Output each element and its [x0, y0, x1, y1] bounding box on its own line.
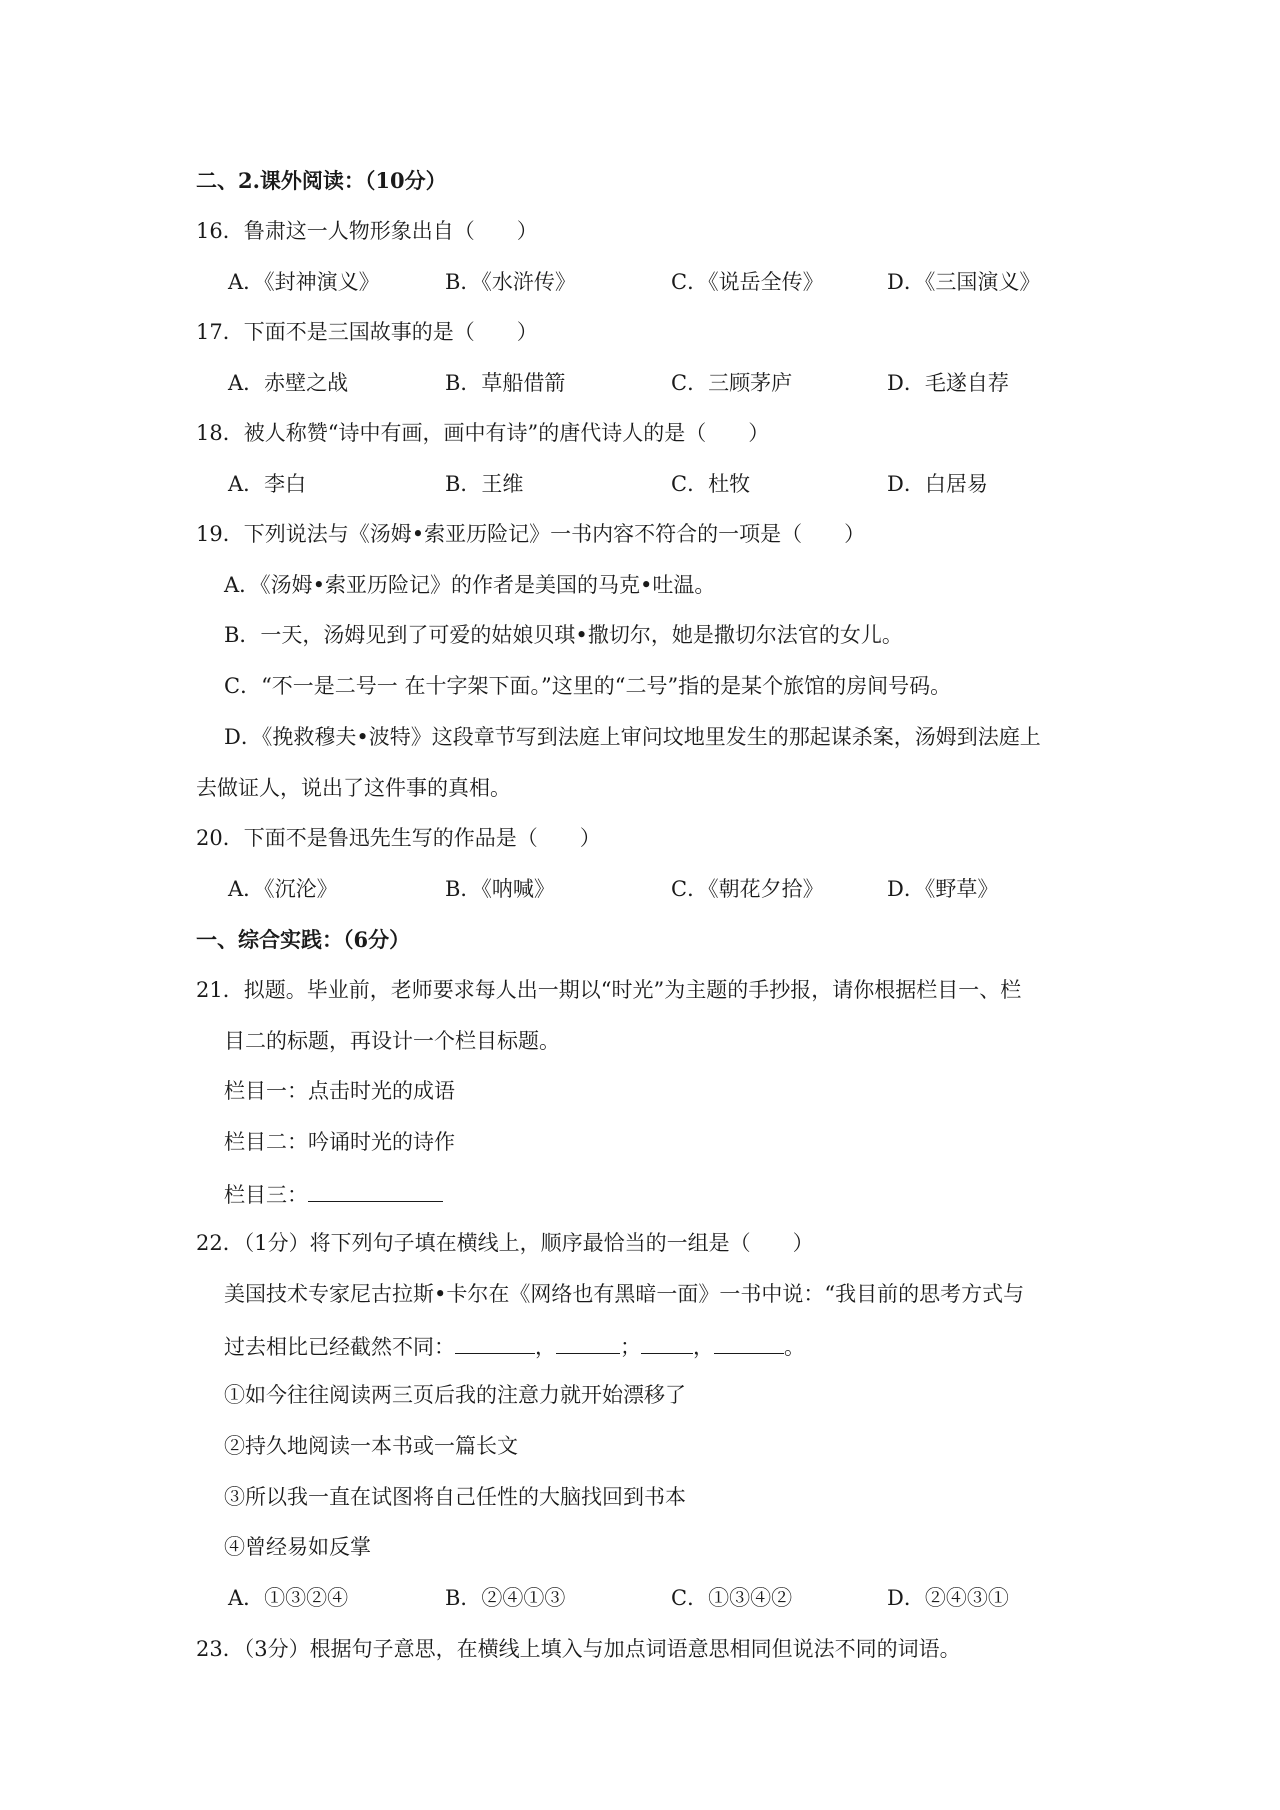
question-18-option-b: B．王维	[445, 472, 524, 496]
question-16-option-c: C．《说岳全传》	[671, 270, 824, 294]
blank-4[interactable]	[714, 1331, 784, 1354]
column-1-title: 栏目一：点击时光的成语	[224, 1079, 455, 1103]
question-22-option-a: A．①③②④	[228, 1586, 349, 1610]
blank-2[interactable]	[556, 1331, 620, 1354]
question-18-option-a: A．李白	[228, 472, 307, 496]
question-19-stem: 19．下列说法与《汤姆•索亚历险记》一书内容不符合的一项是（ ）	[196, 522, 866, 546]
question-22-text-line1: 美国技术专家尼古拉斯•卡尔在《网络也有黑暗一面》一书中说：“我目前的思考方式与	[224, 1282, 1025, 1306]
comma-1: ，	[535, 1335, 556, 1359]
question-22-option-d: D．②④③①	[887, 1586, 1009, 1610]
question-17-option-b: B．草船借箭	[445, 371, 566, 395]
sentence-1: ①如今往往阅读两三页后我的注意力就开始漂移了	[224, 1383, 686, 1407]
question-19-option-a: A．《汤姆•索亚历险记》的作者是美国的马克•吐温。	[224, 573, 716, 597]
question-18-option-d: D．白居易	[887, 472, 988, 496]
period: 。	[784, 1335, 805, 1359]
semicolon: ；	[620, 1335, 641, 1359]
question-16-option-a: A．《封神演义》	[228, 270, 380, 294]
question-19-option-d-line2: 去做证人，说出了这件事的真相。	[196, 776, 511, 800]
sentence-2: ②持久地阅读一本书或一篇长文	[224, 1434, 518, 1458]
blank-1[interactable]	[455, 1331, 535, 1354]
question-20-option-a: A．《沉沦》	[228, 877, 338, 901]
section-heading-comprehensive-practice: 一、综合实践：（6分）	[196, 927, 411, 952]
question-22-stem: 22．（1分）将下列句子填在横线上，顺序最恰当的一组是（ ）	[196, 1231, 814, 1255]
column-2-title: 栏目二：吟诵时光的诗作	[224, 1130, 455, 1154]
question-20-stem: 20．下面不是鲁迅先生写的作品是（ ）	[196, 826, 601, 850]
question-18-option-c: C．杜牧	[671, 472, 751, 496]
question-22-option-c: C．①③④②	[671, 1586, 793, 1610]
blank-3[interactable]	[641, 1331, 693, 1354]
question-17-option-d: D．毛遂自荐	[887, 371, 1009, 395]
question-22-text-line2	[224, 1331, 805, 1361]
question-22-option-b: B．②④①③	[445, 1586, 566, 1610]
sentence-4: ④曾经易如反掌	[224, 1535, 371, 1559]
column-3-row	[224, 1179, 443, 1209]
column-3-answer-blank[interactable]	[308, 1179, 443, 1202]
question-16-option-b: B．《水浒传》	[445, 270, 576, 294]
question-17-option-c: C．三顾茅庐	[671, 371, 793, 395]
question-19-option-d-line1: D．《挽救穆夫•波特》这段章节写到法庭上审问坟地里发生的那起谋杀案，汤姆到法庭上	[224, 725, 1041, 749]
question-20-option-d: D．《野草》	[887, 877, 999, 901]
comma-2: ，	[693, 1335, 714, 1359]
question-16-stem: 16．鲁肃这一人物形象出自（ ）	[196, 219, 538, 243]
question-22-text-lead: 过去相比已经截然不同：	[224, 1335, 455, 1359]
question-19-option-c: C．“不一是二号一 在十字架下面。”这里的“二号”指的是某个旅馆的房间号码。	[224, 674, 952, 698]
question-16-option-d: D．《三国演义》	[887, 270, 1041, 294]
question-19-option-b: B．一天，汤姆见到了可爱的姑娘贝琪•撒切尔，她是撒切尔法官的女儿。	[224, 623, 903, 647]
question-20-option-c: C．《朝花夕拾》	[671, 877, 824, 901]
question-21-line1: 21．拟题。毕业前，老师要求每人出一期以“时光”为主题的手抄报，请你根据栏目一、栏	[196, 978, 1022, 1002]
question-23-stem: 23．（3分）根据句子意思，在横线上填入与加点词语意思相同但说法不同的词语。	[196, 1637, 961, 1661]
column-3-label: 栏目三：	[224, 1183, 308, 1207]
question-17-stem: 17．下面不是三国故事的是（ ）	[196, 320, 538, 344]
section-heading-extracurricular-reading: 二、2.课外阅读：（10分）	[196, 168, 447, 193]
question-20-option-b: B．《呐喊》	[445, 877, 555, 901]
question-17-option-a: A．赤壁之战	[228, 371, 349, 395]
question-18-stem: 18．被人称赞“诗中有画，画中有诗”的唐代诗人的是（ ）	[196, 421, 770, 445]
question-21-line2: 目二的标题，再设计一个栏目标题。	[224, 1029, 560, 1053]
sentence-3: ③所以我一直在试图将自己任性的大脑找回到书本	[224, 1485, 686, 1509]
